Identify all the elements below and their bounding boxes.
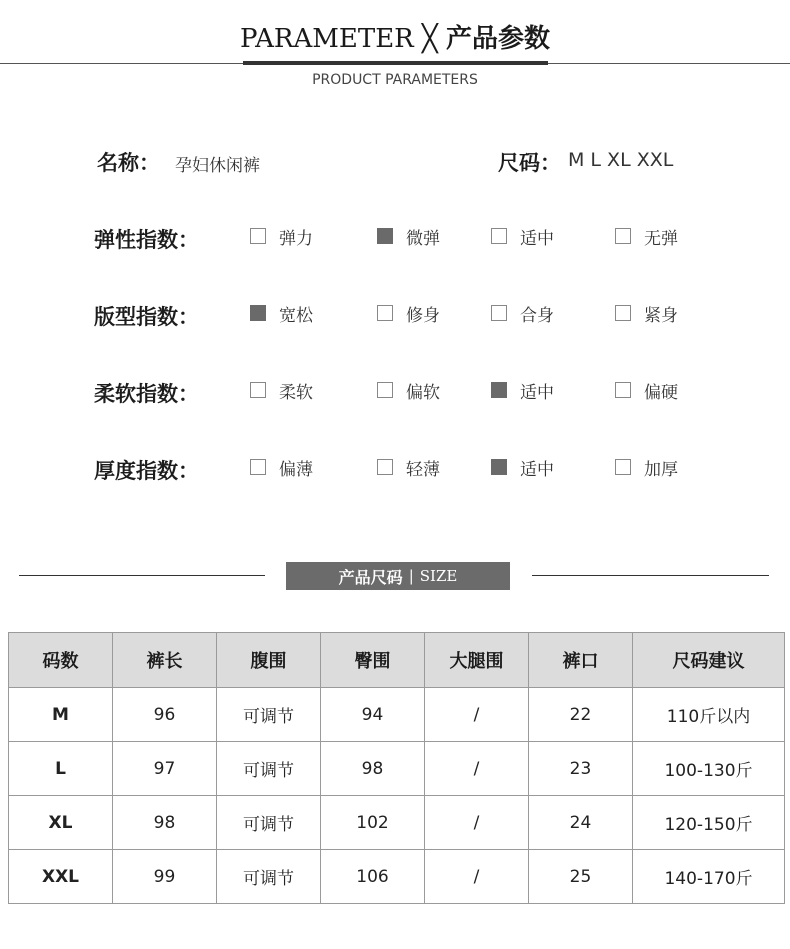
column-header: 码数 [9, 633, 113, 688]
table-cell: XXL [9, 850, 113, 904]
table-cell: 140-170斤 [633, 850, 785, 904]
table-cell: 98 [113, 796, 217, 850]
table-cell: / [425, 688, 529, 742]
column-header: 裤口 [529, 633, 633, 688]
column-header: 臀围 [321, 633, 425, 688]
table-cell: 25 [529, 850, 633, 904]
table-cell: 22 [529, 688, 633, 742]
option-fit-3: 合身 [491, 301, 554, 325]
title-separator: ╳ [422, 24, 438, 54]
checkbox [491, 459, 507, 475]
checkbox [377, 228, 393, 244]
option-softness-1: 柔软 [250, 378, 313, 402]
table-cell: 可调节 [217, 688, 321, 742]
checkbox [615, 382, 631, 398]
attr-label-elasticity: 弹性指数： [94, 228, 199, 252]
table-cell: XL [9, 796, 113, 850]
column-header: 大腿围 [425, 633, 529, 688]
checkbox [491, 228, 507, 244]
table-row [9, 688, 785, 742]
option-thickness-3: 适中 [491, 455, 554, 479]
name-label: 名称： [97, 151, 160, 175]
table-cell: 100-130斤 [633, 742, 785, 796]
table-cell: 99 [113, 850, 217, 904]
option-thickness-1: 偏薄 [250, 455, 313, 479]
attr-label-softness: 柔软指数： [94, 382, 199, 406]
header-underline [243, 61, 548, 65]
checkbox [377, 305, 393, 321]
option-softness-2: 偏软 [377, 378, 440, 402]
option-softness-4: 偏硬 [615, 378, 678, 402]
table-cell: / [425, 796, 529, 850]
checkbox [377, 459, 393, 475]
checkbox [615, 459, 631, 475]
title-chinese: 产品参数 [445, 24, 550, 54]
checkbox [250, 228, 266, 244]
page-subtitle: PRODUCT PARAMETERS [312, 72, 478, 88]
checkbox [491, 382, 507, 398]
attr-label-fit: 版型指数： [94, 305, 199, 329]
table-cell: 106 [321, 850, 425, 904]
banner-chinese: 产品尺码 [338, 567, 403, 587]
table-cell: 24 [529, 796, 633, 850]
option-fit-1: 宽松 [250, 301, 313, 325]
option-elasticity-4: 无弹 [615, 224, 678, 248]
banner-english: SIZE [419, 567, 458, 585]
table-row [9, 796, 785, 850]
option-elasticity-3: 适中 [491, 224, 554, 248]
table-cell: L [9, 742, 113, 796]
table-cell: 23 [529, 742, 633, 796]
table-cell: 97 [113, 742, 217, 796]
table-cell: / [425, 742, 529, 796]
checkbox [615, 305, 631, 321]
option-elasticity-1: 弹力 [250, 224, 313, 248]
size-divider-left [19, 575, 265, 576]
table-cell: 可调节 [217, 796, 321, 850]
size-value: M L XL XXL [568, 149, 674, 171]
table-row [9, 850, 785, 904]
checkbox [491, 305, 507, 321]
checkbox [615, 228, 631, 244]
column-header: 腹围 [217, 633, 321, 688]
table-cell: 98 [321, 742, 425, 796]
table-cell: 110斤以内 [633, 688, 785, 742]
option-thickness-2: 轻薄 [377, 455, 440, 479]
option-elasticity-2: 微弹 [377, 224, 440, 248]
checkbox [250, 305, 266, 321]
column-header: 尺码建议 [633, 633, 785, 688]
size-label: 尺码： [498, 151, 561, 175]
checkbox [377, 382, 393, 398]
table-cell: 102 [321, 796, 425, 850]
column-header: 裤长 [113, 633, 217, 688]
checkbox [250, 382, 266, 398]
size-section-banner [286, 562, 510, 590]
checkbox [250, 459, 266, 475]
table-header-row [9, 633, 785, 688]
table-cell: / [425, 850, 529, 904]
table-row [9, 742, 785, 796]
option-thickness-4: 加厚 [615, 455, 678, 479]
table-cell: 94 [321, 688, 425, 742]
table-cell: 96 [113, 688, 217, 742]
size-table [8, 632, 785, 904]
option-softness-3: 适中 [491, 378, 554, 402]
table-cell: 可调节 [217, 850, 321, 904]
attr-label-thickness: 厚度指数： [94, 459, 199, 483]
table-cell: 120-150斤 [633, 796, 785, 850]
name-value: 孕妇休闲裤 [175, 156, 260, 176]
option-fit-4: 紧身 [615, 301, 678, 325]
page-title [0, 18, 790, 55]
banner-separator: | [408, 567, 414, 585]
option-fit-2: 修身 [377, 301, 440, 325]
size-divider-right [532, 575, 769, 576]
table-cell: M [9, 688, 113, 742]
table-cell: 可调节 [217, 742, 321, 796]
title-english: PARAMETER [240, 24, 414, 54]
